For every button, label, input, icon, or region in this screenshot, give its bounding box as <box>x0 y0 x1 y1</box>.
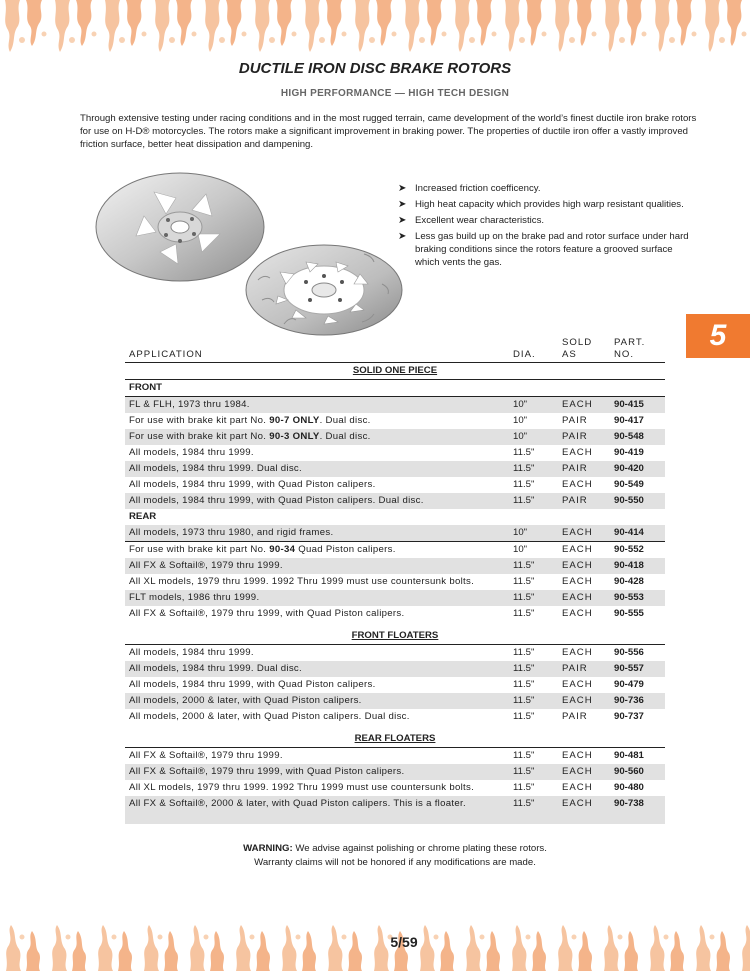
sold-as-cell: EACH <box>562 695 593 706</box>
diameter-cell: 11.5" <box>513 750 535 761</box>
part-number-cell: 90-418 <box>614 560 644 571</box>
diameter-cell: 10" <box>513 431 528 442</box>
application-text: For use with brake kit part No. <box>129 415 270 426</box>
sold-as-cell: EACH <box>562 798 593 809</box>
part-number-cell: 90-738 <box>614 798 644 809</box>
application-text: All XL models, 1979 thru 1999. 1992 Thru 1999 must use countersunk bolts. <box>129 576 475 587</box>
list-item: ➤ High heat capacity which provides high warp resistant qualities. <box>398 199 684 210</box>
diameter-cell: 11.5" <box>513 766 535 777</box>
intro-paragraph: Through extensive testing under racing conditions and in the most rugged terrain, came development of the world’s finest ductile iron brake rotors for use on H-D® motorcycles. The rotors make a significant improvement in braking power. The properties of ductile iron offer a vastly improved friction surface, better heat dissipation and dampening. <box>80 113 697 150</box>
kit-part-number: 90-34 <box>269 544 296 555</box>
list-item: ➤ Increased friction coefficency. <box>398 183 541 194</box>
section-front-floaters: FRONT FLOATERS <box>125 628 665 645</box>
page-number: 5/59 <box>390 934 418 950</box>
header-dia: DIA. <box>513 349 536 360</box>
application-cell: All models, 2000 & later, with Quad Piston calipers. <box>129 695 362 706</box>
list-item: ➤ Less gas build up on the brake pad and rotor surface under hard braking conditions since the rotors feature a grooved surface which vents the gas. <box>398 231 689 268</box>
application-cell <box>129 590 509 606</box>
part-number-cell: 90-428 <box>614 576 644 587</box>
diameter-cell: 11.5" <box>513 679 535 690</box>
subsection-front: FRONT <box>125 380 665 397</box>
table-row <box>125 693 665 709</box>
part-number-cell: 90-556 <box>614 647 644 658</box>
application-cell: All models, 1984 thru 1999. Dual disc. <box>129 663 302 674</box>
application-text: All FX & Softail®, 1979 thru 1999, with Quad Piston calipers. <box>129 608 405 619</box>
solid-rotor-image <box>94 172 266 282</box>
table-row <box>125 477 665 493</box>
part-number-cell: 90-480 <box>614 782 644 793</box>
table-row <box>125 493 665 509</box>
part-number-cell: 90-552 <box>614 544 644 555</box>
table-row <box>125 542 665 558</box>
part-number-cell: 90-555 <box>614 608 644 619</box>
table-row <box>125 413 665 429</box>
kit-part-number: 90-7 ONLY <box>269 415 320 426</box>
application-cell: All models, 2000 & later, with Quad Piston calipers. Dual disc. <box>129 711 410 722</box>
section-tab: 5 <box>686 314 750 358</box>
header-sold-as: SOLD AS <box>562 337 593 360</box>
application-cell: All XL models, 1979 thru 1999. 1992 Thru 1999 must use countersunk bolts. <box>129 782 475 793</box>
diameter-cell: 11.5" <box>513 495 535 506</box>
application-cell: All FX & Softail®, 2000 & later, with Quad Piston calipers. This is a floater. <box>129 798 466 809</box>
sold-as-cell: EACH <box>562 647 593 658</box>
sold-as-cell: EACH <box>562 527 593 538</box>
diameter-cell: 11.5" <box>513 647 535 658</box>
application-cell <box>129 429 509 445</box>
diameter-cell: 11.5" <box>513 798 535 809</box>
part-number-cell: 90-479 <box>614 679 644 690</box>
application-cell <box>129 558 509 574</box>
sold-as-cell: EACH <box>562 608 593 619</box>
diameter-cell: 11.5" <box>513 479 535 490</box>
sold-as-cell: EACH <box>562 447 593 458</box>
diameter-cell: 10" <box>513 415 528 426</box>
application-text: For use with brake kit part No. <box>129 431 270 442</box>
table-row <box>125 590 665 606</box>
diameter-cell: 11.5" <box>513 608 535 619</box>
part-number-cell: 90-557 <box>614 663 644 674</box>
sold-as-cell: PAIR <box>562 415 588 426</box>
table-row <box>125 764 665 780</box>
diameter-cell: 11.5" <box>513 695 535 706</box>
application-cell <box>129 574 509 590</box>
header-part-no: PART. NO. <box>614 337 646 360</box>
application-cell <box>129 477 509 493</box>
application-text: Quad Piston calipers. <box>295 544 396 555</box>
application-cell <box>129 445 509 461</box>
rotor-table <box>125 334 665 824</box>
table-header <box>125 334 665 363</box>
page-subtitle: HIGH PERFORMANCE — HIGH TECH DESIGN <box>280 88 510 99</box>
diameter-cell: 11.5" <box>513 560 535 571</box>
application-text: For use with brake kit part No. <box>129 544 270 555</box>
application-text: All models, 1984 thru 1999. Dual disc. <box>129 463 302 474</box>
application-text: All FX & Softail®, 1979 thru 1999. <box>129 560 283 571</box>
diameter-cell: 11.5" <box>513 711 535 722</box>
table-row <box>125 525 665 542</box>
part-number-cell: 90-417 <box>614 415 644 426</box>
sold-as-cell: EACH <box>562 544 593 555</box>
table-row <box>125 661 665 677</box>
feature-list <box>398 182 698 272</box>
table-row <box>125 645 665 661</box>
kit-part-number: 90-3 ONLY <box>269 431 320 442</box>
arrow-icon: ➤ <box>398 231 407 242</box>
application-cell: All models, 1984 thru 1999. <box>129 647 254 658</box>
table-row <box>125 397 665 413</box>
warning-note: WARNING: We advise against polishing or chrome plating these rotors. Warranty claims will not be honored if any modifications are made. <box>243 843 547 868</box>
application-cell <box>129 493 509 509</box>
application-cell <box>129 606 509 622</box>
part-number-cell: 90-550 <box>614 495 644 506</box>
header-application: APPLICATION <box>129 349 203 360</box>
table-row <box>125 709 665 725</box>
part-number-cell: 90-737 <box>614 711 644 722</box>
sold-as-cell: EACH <box>562 560 593 571</box>
application-cell <box>129 525 509 541</box>
sold-as-cell: PAIR <box>562 431 588 442</box>
diameter-cell: 11.5" <box>513 663 535 674</box>
arrow-icon: ➤ <box>398 183 407 194</box>
table-row <box>125 574 665 590</box>
sold-as-cell: EACH <box>562 576 593 587</box>
application-cell: All FX & Softail®, 1979 thru 1999, with Quad Piston calipers. <box>129 766 405 777</box>
sold-as-cell: PAIR <box>562 663 588 674</box>
sold-as-cell: PAIR <box>562 495 588 506</box>
arrow-icon: ➤ <box>398 199 407 210</box>
table-row <box>125 748 665 764</box>
diameter-cell: 11.5" <box>513 463 535 474</box>
table-row <box>125 558 665 574</box>
table-row <box>125 429 665 445</box>
table-row <box>125 461 665 477</box>
table-row <box>125 445 665 461</box>
application-text: . Dual disc. <box>319 415 371 426</box>
table-row <box>125 780 665 796</box>
part-number-cell: 90-560 <box>614 766 644 777</box>
part-number-cell: 90-419 <box>614 447 644 458</box>
sold-as-cell: EACH <box>562 479 593 490</box>
sold-as-cell: EACH <box>562 592 593 603</box>
application-cell <box>129 461 509 477</box>
application-text: All models, 1984 thru 1999, with Quad Piston calipers. <box>129 479 376 490</box>
sold-as-cell: EACH <box>562 782 593 793</box>
application-text: All models, 1984 thru 1999, with Quad Piston calipers. Dual disc. <box>129 495 424 506</box>
diameter-cell: 10" <box>513 544 528 555</box>
application-text: All models, 1984 thru 1999. <box>129 447 254 458</box>
application-text: FL & FLH, 1973 thru 1984. <box>129 399 250 410</box>
application-cell <box>129 397 509 413</box>
section-solid-one-piece: SOLID ONE PIECE <box>125 363 665 380</box>
application-text: FLT models, 1986 thru 1999. <box>129 592 260 603</box>
floater-rotor-image <box>244 244 404 336</box>
table-row <box>125 796 665 824</box>
part-number-cell: 90-736 <box>614 695 644 706</box>
section-rear-floaters: REAR FLOATERS <box>125 731 665 748</box>
diameter-cell: 11.5" <box>513 592 535 603</box>
application-text: All models, 1973 thru 1980, and rigid frames. <box>129 527 334 538</box>
table-row <box>125 606 665 622</box>
diameter-cell: 11.5" <box>513 447 535 458</box>
sold-as-cell: PAIR <box>562 463 588 474</box>
part-number-cell: 90-553 <box>614 592 644 603</box>
subsection-rear: REAR <box>129 511 157 522</box>
part-number-cell: 90-549 <box>614 479 644 490</box>
application-cell <box>129 542 509 558</box>
part-number-cell: 90-420 <box>614 463 644 474</box>
diameter-cell: 10" <box>513 527 528 538</box>
part-number-cell: 90-548 <box>614 431 644 442</box>
part-number-cell: 90-415 <box>614 399 644 410</box>
sold-as-cell: EACH <box>562 750 593 761</box>
sold-as-cell: EACH <box>562 679 593 690</box>
table-row <box>125 677 665 693</box>
sold-as-cell: EACH <box>562 399 593 410</box>
diameter-cell: 10" <box>513 399 528 410</box>
application-cell: All models, 1984 thru 1999, with Quad Piston calipers. <box>129 679 376 690</box>
sold-as-cell: PAIR <box>562 711 588 722</box>
application-cell: All FX & Softail®, 1979 thru 1999. <box>129 750 283 761</box>
diameter-cell: 11.5" <box>513 576 535 587</box>
part-number-cell: 90-481 <box>614 750 644 761</box>
application-cell <box>129 413 509 429</box>
page-title: DUCTILE IRON DISC BRAKE ROTORS <box>238 60 512 77</box>
part-number-cell: 90-414 <box>614 527 644 538</box>
list-item: ➤ Excellent wear characteristics. <box>398 215 545 226</box>
diameter-cell: 11.5" <box>513 782 535 793</box>
application-text: . Dual disc. <box>319 431 371 442</box>
sold-as-cell: EACH <box>562 766 593 777</box>
arrow-icon: ➤ <box>398 215 407 226</box>
flame-border-top <box>0 0 750 55</box>
